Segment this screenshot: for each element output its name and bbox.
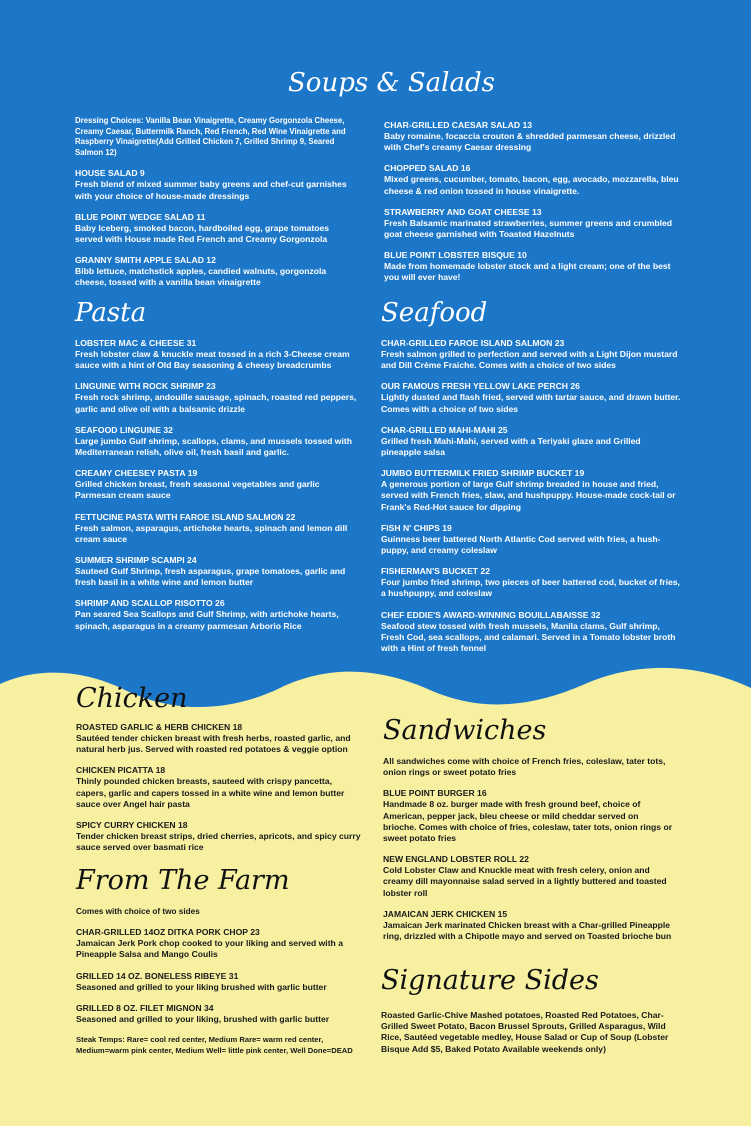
menu-item-name: CHAR-GRILLED CAESAR SALAD 13 — [384, 120, 533, 130]
menu-item-name: SEAFOOD LINGUINE 32 — [75, 424, 173, 435]
seafood-title: Seafood — [381, 298, 488, 328]
menu-item — [76, 927, 361, 960]
soups-right-column — [384, 120, 684, 294]
menu-item-desc: Baby Iceberg, smoked bacon, hardboiled egg, grape tomatoes served with House made Red French and Creamy Gorgonzola — [75, 222, 330, 244]
menu-item-desc: Handmade 8 oz. burger made with fresh ground beef, choice of American, pepper jack, bleu cheese or mild cheddar served on brioche. Comes with choice of fries, coleslaw, tater tots, onion rings or sweet potato fries — [383, 799, 673, 844]
menu-item-desc: Sauteed Gulf Shrimp, fresh asparagus, grape tomatoes, garlic and fresh basil in a white wine and lemon butter — [75, 566, 346, 588]
menu-item — [75, 425, 360, 458]
menu-item-name: NEW ENGLAND LOBSTER ROLL 22 — [383, 854, 529, 865]
menu-item-desc: Seasoned and grilled to your liking, brushed with garlic butter — [76, 1013, 330, 1024]
sandwiches-title: Sandwiches — [383, 715, 547, 746]
menu-item — [75, 468, 360, 501]
menu-item — [381, 338, 681, 371]
menu-item-desc: Grilled fresh Mahi-Mahi, served with a Teriyaki glaze and Grilled pineapple salsa — [381, 435, 641, 458]
menu-item-name: CHICKEN PICATTA 18 — [76, 765, 166, 776]
farm-section — [76, 866, 361, 1056]
menu-item-desc: Thinly pounded chicken breasts, sauteed with crispy pancetta, capers, garlic and capers tossed in a white wine and lemon butter sauce over Angel hair pasta — [76, 776, 345, 809]
menu-item-name: LOBSTER MAC & CHEESE 31 — [75, 338, 197, 348]
menu-item — [381, 468, 681, 513]
menu-item — [75, 381, 360, 414]
menu-item — [76, 1003, 361, 1025]
soups-salads-title: Soups & Salads — [288, 68, 495, 98]
menu-item-desc: Bibb lettuce, matchstick apples, candied walnuts, gorgonzola cheese, tossed with a vanilla bean vinaigrette — [75, 266, 327, 288]
menu-item-name: ROASTED GARLIC & HERB CHICKEN 18 — [76, 722, 243, 732]
menu-item-desc: Pan seared Sea Scallops and Gulf Shrimp, with artichoke hearts, spinach, asparagus in a creamy parmesan Arborio Rice — [75, 609, 339, 631]
sandwiches-section — [383, 716, 673, 952]
menu-item-desc: Large jumbo Gulf shrimp, scallops, clams, and mussels tossed with Mediterranean relish, olive oil, fresh basil and garlic. — [75, 435, 352, 458]
menu-item — [76, 722, 361, 755]
sandwiches-note: All sandwiches come with choice of French fries, coleslaw, tater tots, onion rings or sweet potato fries — [383, 756, 666, 778]
menu-item-name: GRANNY SMITH APPLE SALAD 12 — [75, 255, 216, 266]
menu-item-desc: Fresh salmon grilled to perfection and served with a Light Dijon mustard and Dill Crème Fraiche. Comes with a choice of two sides — [381, 349, 678, 371]
menu-item-name: CHAR-GRILLED MAHI-MAHI 25 — [381, 424, 508, 435]
menu-item-name: JUMBO BUTTERMILK FRIED SHRIMP BUCKET 19 — [381, 468, 585, 479]
menu-item-desc: Grilled chicken breast, fresh seasonal vegetables and garlic Parmesan cream sauce — [75, 479, 320, 501]
menu-item-desc: Seasoned and grilled to your liking brushed with garlic butter — [76, 981, 327, 992]
menu-item — [76, 971, 361, 993]
menu-item-desc: Fresh rock shrimp, andouille sausage, spinach, roasted red peppers, garlic and olive oil with a balsamic drizzle — [75, 392, 357, 414]
menu-item-name: FISHERMAN'S BUCKET 22 — [381, 566, 490, 577]
menu-item-desc: Cold Lobster Claw and Knuckle meat with fresh celery, onion and creamy dill mayonnaise salad served in a lightly buttered and toasted lobster roll — [383, 865, 667, 898]
dressing-choices-note: Dressing Choices: Vanilla Bean Vinaigrette, Creamy Gorgonzola Cheese, Creamy Caesar, Buttermilk Ranch, Red French, Red Wine Vinaigrette and Raspberry Vinaigrette(Add Grilled Chicken 7, Grilled Shrimp 9, Seared Salmon 12) — [75, 116, 346, 157]
menu-item-name: BLUE POINT BURGER 16 — [383, 788, 487, 799]
menu-item — [75, 338, 360, 371]
menu-item-name: SUMMER SHRIMP SCAMPI 24 — [75, 555, 197, 566]
steak-temps-note: Steak Temps: Rare= cool red center, Medium Rare= warm red center, Medium=warm pink center, Medium Well= little pink center, Well Done=DEAD — [76, 1035, 353, 1055]
menu-item — [384, 120, 684, 153]
chicken-section — [76, 684, 361, 863]
menu-item-name: CREAMY CHEESEY PASTA 19 — [75, 468, 198, 479]
menu-item-desc: Baby romaine, focaccia crouton & shredded parmesan cheese, drizzled with Chef's creamy Caesar dressing — [384, 131, 676, 153]
menu-item-desc: Four jumbo fried shrimp, two pieces of beer battered cod, bucket of fries, a hushpuppy, and coleslaw — [381, 577, 680, 599]
soups-left-column — [75, 116, 353, 299]
menu-item-desc: Jamaican Jerk Pork chop cooked to your liking and served with a Pineapple Salsa and Mango Coulis — [76, 938, 343, 960]
seafood-section — [381, 298, 681, 664]
menu-item-name: OUR FAMOUS FRESH YELLOW LAKE PERCH 26 — [381, 381, 580, 392]
menu-item-desc: A generous portion of large Gulf shrimp breaded in house and fried, served with French fries, slaw, and hushpuppy. House-made cock-tail or Frank's Red-Hot sauce for dipping — [381, 479, 676, 512]
menu-item — [383, 909, 673, 942]
menu-item-name: CHAR-GRILLED FAROE ISLAND SALMON 23 — [381, 338, 565, 348]
menu-item-name: FETTUCINE PASTA WITH FAROE ISLAND SALMON 22 — [75, 511, 296, 522]
farm-note: Comes with choice of two sides — [76, 907, 200, 916]
menu-item — [381, 523, 681, 556]
menu-item — [381, 610, 681, 655]
menu-item-desc: Jamaican Jerk marinated Chicken breast with a Char-grilled Pineapple ring, drizzled with a Chipotle mayo and served on Toasted brioche bun — [383, 919, 672, 942]
menu-item-name: CHEF EDDIE'S AWARD-WINNING BOUILLABAISSE 32 — [381, 609, 601, 620]
menu-item — [384, 207, 684, 240]
menu-item-desc: Fresh salmon, asparagus, artichoke hearts, spinach and lemon dill cream sauce — [75, 522, 348, 544]
menu-item — [75, 212, 353, 245]
menu-item-desc: Lightly dusted and flash fried, served with tartar sauce, and drawn butter. Comes with a choice of two sides — [381, 392, 681, 414]
menu-item-desc: Made from homemade lobster stock and a light cream; one of the best you will ever have! — [384, 261, 671, 283]
menu-item-name: SPICY CURRY CHICKEN 18 — [76, 820, 188, 831]
menu-item-desc: Mixed greens, cucumber, tomato, bacon, egg, avocado, mozzarella, bleu cheese & red onion tossed in house vinaigrette. — [384, 174, 679, 196]
menu-item — [383, 788, 673, 844]
menu-item — [75, 168, 353, 201]
menu-item-name: CHAR-GRILLED 14OZ DITKA PORK CHOP 23 — [76, 927, 260, 938]
menu-item-name: BLUE POINT WEDGE SALAD 11 — [75, 211, 206, 222]
menu-item-name: STRAWBERRY AND GOAT CHEESE 13 — [384, 206, 542, 217]
menu-item-desc: Guinness beer battered North Atlantic Cod served with fries, a hush-puppy, and creamy coleslaw — [381, 533, 661, 556]
menu-item-desc: Tender chicken breast strips, dried cherries, apricots, and spicy curry sauce served over basmati rice — [76, 831, 361, 853]
menu-item-name: HOUSE SALAD 9 — [75, 168, 145, 179]
menu-item — [383, 854, 673, 899]
menu-item — [384, 163, 684, 196]
menu-item — [75, 255, 353, 288]
menu-item-desc: Fresh lobster claw & knuckle meat tossed in a rich 3-Cheese cream sauce with a hint of Old Bay seasoning & cheesy breadcrumbs — [75, 349, 350, 371]
chicken-title: Chicken — [76, 683, 188, 714]
sides-section — [381, 966, 673, 1055]
menu-item — [75, 598, 360, 631]
menu-item — [381, 566, 681, 599]
farm-title: From The Farm — [76, 865, 290, 896]
menu-item-name: FISH N' CHIPS 19 — [381, 522, 452, 533]
menu-item-desc: Fresh blend of mixed summer baby greens and chef-cut garnishes with your choice of house-made dressings — [75, 179, 347, 201]
menu-item-name: BLUE POINT LOBSTER BISQUE 10 — [384, 250, 527, 261]
menu-item — [384, 250, 684, 283]
sides-title: Signature Sides — [381, 965, 599, 996]
menu-item-name: LINGUINE WITH ROCK SHRIMP 23 — [75, 381, 216, 392]
menu-item-name: GRILLED 14 OZ. BONELESS RIBEYE 31 — [76, 970, 239, 981]
menu-item-name: JAMAICAN JERK CHICKEN 15 — [383, 908, 508, 919]
menu-item-desc: Fresh Balsamic marinated strawberries, summer greens and crumbled goat cheese garnished with Toasted Hazelnuts — [384, 217, 673, 240]
menu-item-desc: Sautéed tender chicken breast with fresh herbs, roasted garlic, and natural herb jus. Served with roasted red potatoes & veggie option — [76, 733, 351, 755]
pasta-section — [75, 298, 360, 642]
menu-item — [381, 381, 681, 414]
menu-item — [75, 512, 360, 545]
menu-item-name: SHRIMP AND SCALLOP RISOTTO 26 — [75, 598, 225, 609]
menu-item-name: GRILLED 8 OZ. FILET MIGNON 34 — [76, 1002, 214, 1013]
menu-item — [381, 425, 681, 458]
menu-item-desc: Seafood stew tossed with fresh mussels, Manila clams, Gulf shrimp, Fresh Cod, sea scallops, and calamari. Served in a Tomato lobster broth with a Hint of fresh fennel — [381, 620, 676, 654]
pasta-title: Pasta — [75, 298, 147, 328]
menu-item-name: CHOPPED SALAD 16 — [384, 163, 471, 174]
menu-item — [75, 555, 360, 588]
sides-desc: Roasted Garlic-Chive Mashed potatoes, Roasted Red Potatoes, Char-Grilled Sweet Potato, Bacon Brussel Sprouts, Grilled Asparagus, Wild Rice, Sautéed vegetable medley, House Salad or Cup of Soup (Lobster Bisque Add $5, Baked Potato Available weekends only) — [381, 1010, 669, 1054]
menu-item — [76, 820, 361, 853]
menu-item — [76, 765, 361, 810]
